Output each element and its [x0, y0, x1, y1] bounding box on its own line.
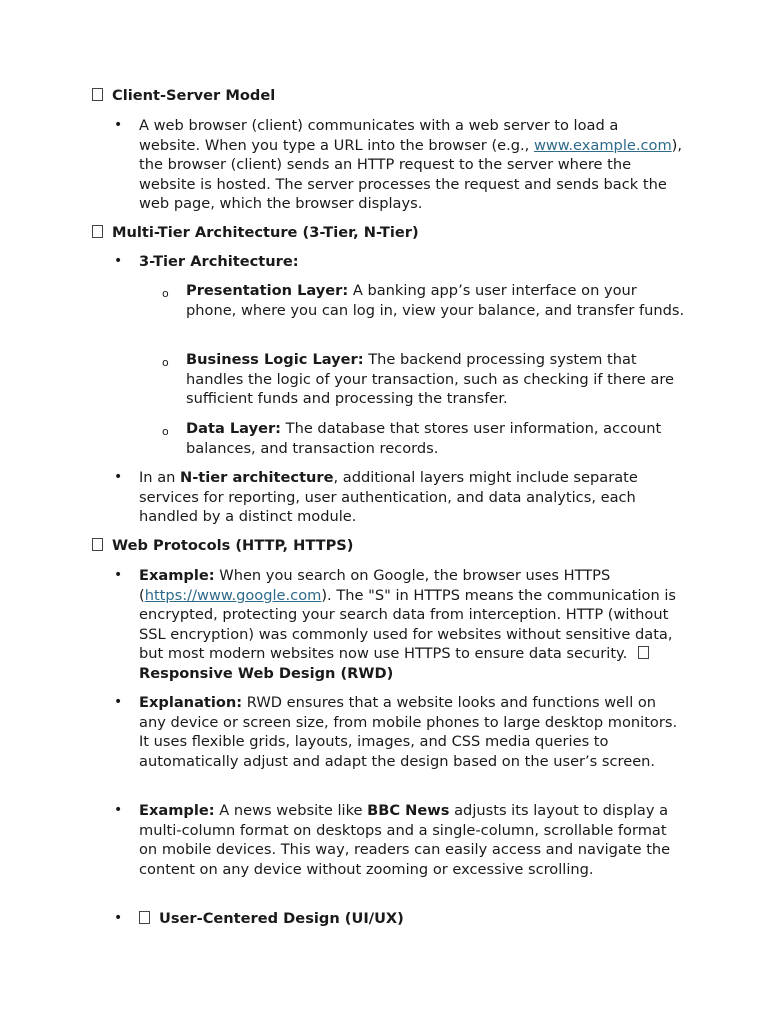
paragraph-rwd-example: Example: A news website like BBC News adjusts its layout to display a multi-column format on desktops and a single-column, scrollable format on mobile devices. This way, readers can easily access and navigate the content on any device without zooming or excessive scrolling.: [139, 802, 671, 878]
bullet-disc: •: [114, 694, 123, 710]
square-glyph-icon: [638, 646, 649, 659]
bullet-disc: •: [114, 469, 123, 485]
paragraph-web-protocols-example: Example: When you search on Google, the browser uses HTTPS (https://www.google.com). The "S" in HTTPS means the communication is encrypted, protecting your search data from interception. HTTP (without SSL encryption) was commonly used for websites without sensitive data, but most modern websites now use HTTPS to ensure data security. Responsive Web Design (RWD): [139, 567, 677, 682]
bullet-disc: •: [114, 910, 123, 926]
heading-text: Web Protocols (HTTP, HTTPS): [112, 537, 354, 554]
heading-multi-tier: [92, 224, 419, 241]
square-glyph-icon: [139, 911, 150, 924]
bullet-disc: •: [114, 117, 123, 133]
bullet-circle: o: [162, 287, 169, 300]
paragraph-client-server: A web browser (client) communicates with a web server to load a website. When you type a URL into the browser (e.g., www.example.com), the browser (client) sends an HTTP request to the server where the website is hosted. The server processes the request and sends back the web page, which the browser displays.: [139, 117, 683, 213]
link-google-com[interactable]: https://www.google.com: [144, 586, 322, 604]
heading-user-centered-design: User-Centered Design (UI/UX): [139, 909, 684, 929]
heading-text: Multi-Tier Architecture (3-Tier, N-Tier): [112, 224, 419, 241]
square-glyph-icon: [92, 538, 103, 551]
layer-item: Data Layer: The database that stores user information, account balances, and transaction records.: [186, 420, 662, 457]
bullet-circle: o: [162, 425, 169, 438]
heading-client-server: [92, 87, 275, 104]
bullet-disc: •: [114, 253, 123, 269]
layer-item: Business Logic Layer: The backend processing system that handles the logic of your transaction, such as checking if there are sufficient funds and processing the transfer.: [186, 351, 674, 408]
bullet-disc: •: [114, 802, 123, 818]
link-example-com[interactable]: www.example.com: [533, 136, 672, 154]
layer-item: Presentation Layer: A banking app’s user interface on your phone, where you can log in, view your balance, and transfer funds.: [186, 282, 685, 319]
square-glyph-icon: [92, 88, 103, 101]
heading-web-protocols: [92, 537, 353, 554]
paragraph-n-tier: In an N-tier architecture, additional layers might include separate services for reporting, user authentication, and data analytics, each handled by a distinct module.: [139, 469, 638, 526]
three-tier-label: 3-Tier Architecture:: [139, 253, 299, 270]
paragraph-rwd-explanation: Explanation: RWD ensures that a website looks and functions well on any device or screen size, from mobile phones to large desktop monitors. It uses flexible grids, layouts, images, and CSS media queries to automatically adjust and adapt the design based on the user’s screen.: [139, 694, 678, 770]
bullet-circle: o: [162, 356, 169, 369]
heading-rwd: Responsive Web Design (RWD): [139, 664, 394, 682]
heading-text: Client-Server Model: [112, 87, 276, 104]
square-glyph-icon: [92, 225, 103, 238]
bullet-disc: •: [114, 567, 123, 583]
